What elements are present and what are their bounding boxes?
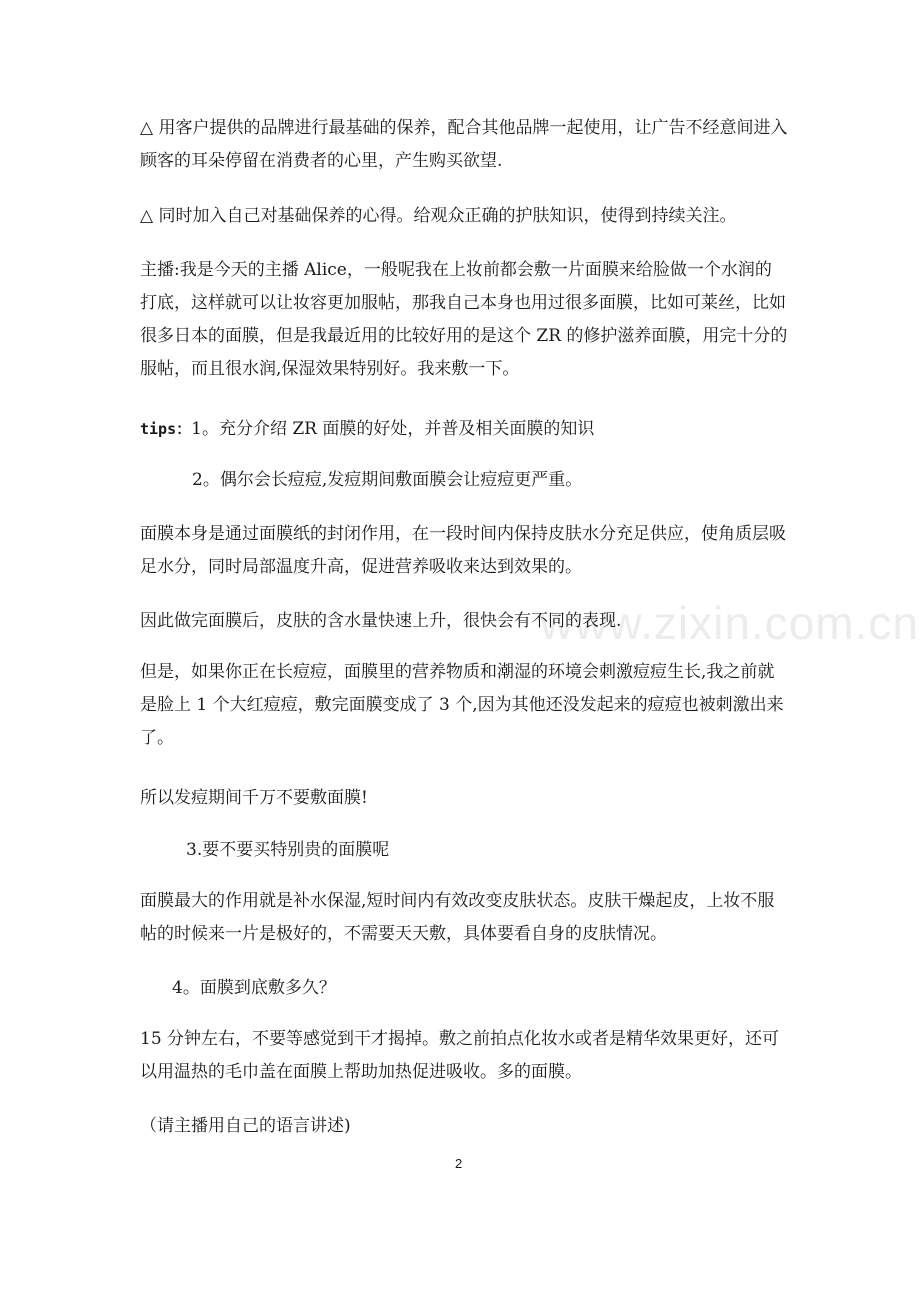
paragraph-mask-duration: 15 分钟左右，不要等感觉到干才揭掉。敷之前拍点化妆水或者是精华效果更好，还可以用温热的毛巾盖在面膜上帮助加热促进吸收。多的面膜。 xyxy=(140,1029,780,1082)
paragraph-mask-principle: 面膜本身是通过面膜纸的封闭作用，在一段时间内保持皮肤水分充足供应，使角质层吸足水分，同时局部温度升高，促进营养吸收来达到效果的。 xyxy=(140,524,786,577)
tips-line-1 xyxy=(140,413,788,446)
paragraph-after-mask: 因此做完面膜后，皮肤的含水量快速上升，很快会有不同的表现. xyxy=(140,611,622,631)
tips-item-3: 3.要不要买特别贵的面膜呢 xyxy=(186,840,390,860)
paragraph-acne-conclusion: 所以发痘期间千万不要敷面膜! xyxy=(140,788,368,808)
paragraph-mask-function: 面膜最大的作用就是补水保湿,短时间内有效改变皮肤状态。皮肤干燥起皮，上妆不服帖的时候来一片是极好的，不需要天天敷，具体要看自身的皮肤情况。 xyxy=(140,891,775,944)
tips-item-2: 2。偶尔会长痘痘,发痘期间敷面膜会让痘痘更严重。 xyxy=(192,470,583,490)
paragraph-host-intro: 主播:我是今天的主播 Alice，一般呢我在上妆前都会敷一片面膜来给脸做一个水润的打底，这样就可以让妆容更加服帖，那我自己本身也用过很多面膜，比如可莱丝，比如很多日本的面膜，但是我最近用的比较好用的是这个 ZR 的修护滋养面膜，用完十分的服帖，而且很水润,保湿效果特别好。我来敷一下。 xyxy=(140,260,788,379)
page-number: 2 xyxy=(455,1156,463,1171)
paragraph-triangle-2: △ 同时加入自己对基础保养的心得。给观众正确的护肤知识，使得到持续关注。 xyxy=(140,206,737,226)
tips-item-1: 1。充分介绍 ZR 面膜的好处，并普及相关面膜的知识 xyxy=(191,419,595,439)
watermark: www.zixin.com.cn xyxy=(540,597,919,649)
paragraph-triangle-1: △ 用客户提供的品牌进行最基础的保养，配合其他品牌一起使用，让广告不经意间进入顾客的耳朵停留在消费者的心里，产生购买欲望. xyxy=(140,118,788,171)
tips-label: tips： xyxy=(140,420,192,438)
paragraph-acne-warning: 但是，如果你正在长痘痘，面膜里的营养物质和潮湿的环境会刺激痘痘生长,我之前就是脸上 1 个大红痘痘，敷完面膜变成了 3 个,因为其他还没发起来的痘痘也被刺激出来了。 xyxy=(140,662,784,748)
tips-item-4: 4。面膜到底敷多久？ xyxy=(172,978,336,998)
paragraph-host-note: （请主播用自己的语言讲述) xyxy=(140,1116,351,1136)
